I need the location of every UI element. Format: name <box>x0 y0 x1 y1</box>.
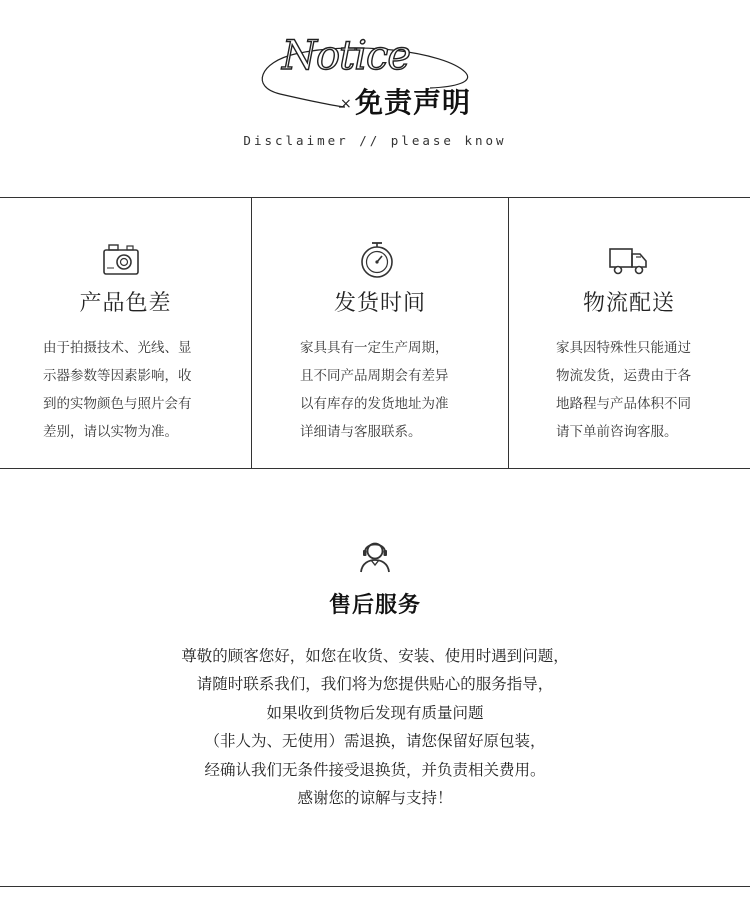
text-line: 物流发货，运费由于各 <box>556 368 691 384</box>
text-line: 由于拍摄技术、光线、显 <box>43 340 192 356</box>
stopwatch-icon <box>357 240 397 280</box>
notice-columns <box>0 197 750 469</box>
text-line: 差别，请以实物为准。 <box>43 424 178 440</box>
column-title: 发货时间 <box>333 291 426 316</box>
service-title: 售后服务 <box>328 593 421 618</box>
truck-icon <box>608 240 648 280</box>
column-title: 物流配送 <box>582 291 675 316</box>
text-line: 请下单前咨询客服。 <box>556 424 678 440</box>
customer-service-icon <box>357 538 393 574</box>
logo-x-mark: × <box>340 96 352 112</box>
page-title: 免责声明 <box>355 86 472 119</box>
text-line: 感谢您的谅解与支持！ <box>297 789 453 808</box>
column-color-difference <box>0 198 251 468</box>
text-line: 以有库存的发货地址为准 <box>300 396 449 412</box>
column-text <box>556 334 721 446</box>
column-title: 产品色差 <box>79 291 172 316</box>
camera-icon <box>101 240 141 280</box>
page-subtitle: Disclaimer // please know <box>243 133 507 148</box>
column-text <box>43 334 215 446</box>
text-line: 且不同产品周期会有差异 <box>300 368 449 384</box>
service-text <box>0 642 750 812</box>
notice-logo-word: Notice <box>282 33 411 79</box>
text-line: 如果收到货物后发现有质量问题 <box>266 703 484 722</box>
bottom-divider <box>0 886 750 887</box>
disclaimer-header <box>0 0 750 198</box>
text-line: 经确认我们无条件接受退换货，并负责相关费用。 <box>204 760 546 779</box>
text-line: 家具因特殊性只能通过 <box>556 340 691 356</box>
text-line: 详细请与客服联系。 <box>300 424 422 440</box>
text-line: 到的实物颜色与照片会有 <box>43 396 192 412</box>
text-line: 示器参数等因素影响，收 <box>43 368 192 384</box>
column-shipping-time <box>251 198 509 468</box>
column-text <box>300 334 475 446</box>
text-line: 地路程与产品体积不同 <box>556 396 691 412</box>
text-line: （非人为、无使用）需退换，请您保留好原包装， <box>204 732 546 751</box>
text-line: 请随时联系我们，我们将为您提供贴心的服务指导， <box>196 675 554 694</box>
text-line: 家具具有一定生产周期， <box>300 340 449 356</box>
column-logistics <box>508 198 750 468</box>
text-line: 尊敬的顾客您好，如您在收货、安装、使用时遇到问题， <box>181 647 569 665</box>
